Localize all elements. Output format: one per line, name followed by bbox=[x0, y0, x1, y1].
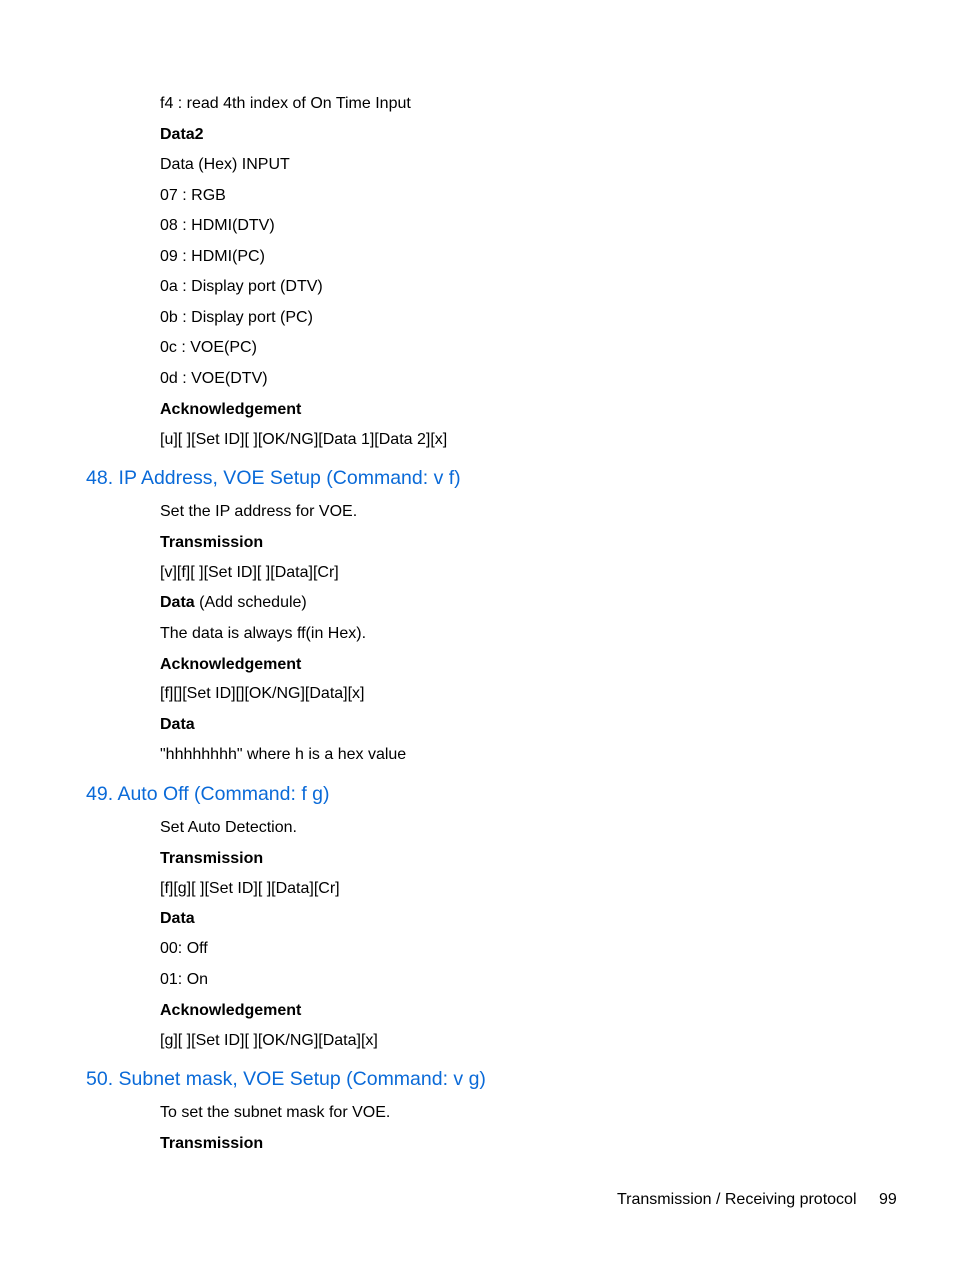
section-48-description: Set the IP address for VOE. bbox=[160, 503, 358, 520]
data-label: Data bbox=[160, 594, 195, 611]
transmission-value: [v][f][ ][Set ID][ ][Data][Cr] bbox=[160, 564, 339, 581]
transmission-label: Transmission bbox=[160, 850, 264, 867]
data-label: Data bbox=[160, 716, 195, 733]
footer-chapter-title: Transmission / Receiving protocol bbox=[617, 1191, 857, 1208]
section-heading-49: 49. Auto Off (Command: f g) bbox=[86, 783, 330, 805]
data-label: Data bbox=[160, 910, 195, 927]
input-option-07: 07 : RGB bbox=[160, 187, 226, 204]
acknowledgement-value: [g][ ][Set ID][ ][OK/NG][Data][x] bbox=[160, 1032, 378, 1049]
data-always-note: The data is always ff(in Hex). bbox=[160, 625, 367, 642]
section-49-description: Set Auto Detection. bbox=[160, 819, 297, 836]
input-option-09: 09 : HDMI(PC) bbox=[160, 248, 265, 265]
transmission-value: [f][g][ ][Set ID][ ][Data][Cr] bbox=[160, 880, 340, 897]
acknowledgement-label: Acknowledgement bbox=[160, 656, 302, 673]
data2-label: Data2 bbox=[160, 126, 204, 143]
f4-description: f4 : read 4th index of On Time Input bbox=[160, 95, 411, 112]
input-option-0c: 0c : VOE(PC) bbox=[160, 339, 257, 356]
page-number: 99 bbox=[879, 1191, 897, 1208]
acknowledgement-label: Acknowledgement bbox=[160, 401, 302, 418]
transmission-label: Transmission bbox=[160, 534, 264, 551]
input-option-0b: 0b : Display port (PC) bbox=[160, 309, 313, 326]
acknowledgement-value: [u][ ][Set ID][ ][OK/NG][Data 1][Data 2][x] bbox=[160, 431, 448, 448]
data-option-01: 01: On bbox=[160, 971, 209, 988]
input-option-0a: 0a : Display port (DTV) bbox=[160, 278, 323, 295]
data-hex-format: "hhhhhhhh" where h is a hex value bbox=[160, 746, 407, 763]
transmission-label: Transmission bbox=[160, 1135, 264, 1152]
data-hex-input: Data (Hex) INPUT bbox=[160, 156, 290, 173]
acknowledgement-value: [f][][Set ID][][OK/NG][Data][x] bbox=[160, 685, 365, 702]
data-label-line bbox=[160, 593, 307, 613]
section-heading-50: 50. Subnet mask, VOE Setup (Command: v g) bbox=[86, 1068, 486, 1090]
data-note: (Add schedule) bbox=[194, 594, 307, 611]
section-heading-48: 48. IP Address, VOE Setup (Command: v f) bbox=[86, 467, 461, 489]
data-option-00: 00: Off bbox=[160, 940, 208, 957]
input-option-0d: 0d : VOE(DTV) bbox=[160, 370, 268, 387]
acknowledgement-label: Acknowledgement bbox=[160, 1002, 302, 1019]
input-option-08: 08 : HDMI(DTV) bbox=[160, 217, 275, 234]
section-50-description: To set the subnet mask for VOE. bbox=[160, 1104, 391, 1121]
